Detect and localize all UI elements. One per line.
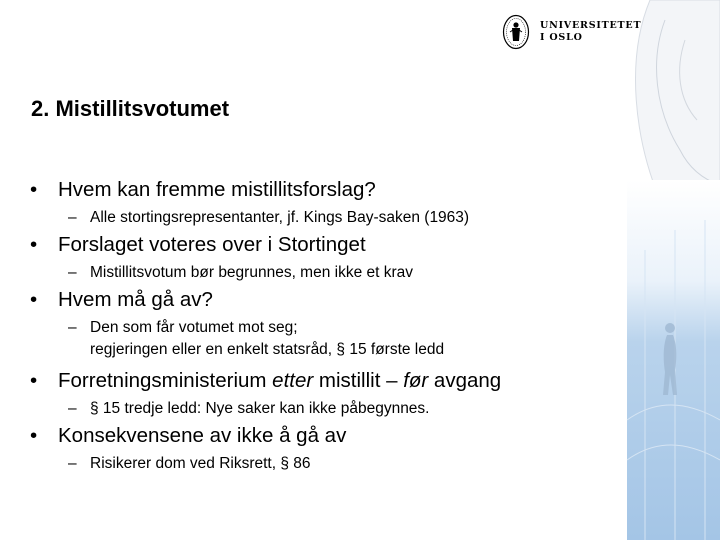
university-seal-icon	[502, 14, 530, 50]
dash-icon: –	[68, 319, 77, 336]
bullet-icon: •	[30, 424, 38, 447]
decorative-side-artwork	[605, 0, 720, 540]
sub-bullet-text: Risikerer dom ved Riksrett, § 86	[90, 455, 311, 472]
bullet-item	[30, 288, 213, 312]
university-logo	[502, 13, 641, 51]
dash-icon: –	[68, 209, 77, 226]
emphasis-text: etter	[272, 369, 314, 392]
bullet-text: Hvem kan fremme mistillitsforslag?	[58, 178, 376, 201]
bullet-text: Forslaget voteres over i Stortinget	[58, 233, 366, 256]
logo-line-1: UNIVERSITETET	[540, 20, 642, 31]
sub-bullet-text: Mistillitsvotum bør begrunnes, men ikke et krav	[90, 264, 414, 281]
text-part: avgang	[428, 369, 502, 392]
text-part: Forretningsministerium	[58, 369, 273, 392]
bullet-text: Hvem må gå av?	[58, 288, 213, 311]
dash-icon: –	[68, 400, 77, 417]
slide-title: 2. Mistillitsvotumet	[31, 96, 230, 121]
sub-bullet-text: Alle stortingsrepresentanter, jf. Kings Bay-saken (1963)	[90, 209, 470, 226]
bullet-item	[30, 424, 346, 448]
logo-line-2: I OSLO	[540, 32, 583, 43]
dash-icon: –	[68, 455, 77, 472]
text-part: mistillit –	[313, 369, 404, 392]
bullet-item	[30, 369, 501, 393]
bullet-icon: •	[30, 233, 38, 256]
sub-bullet-text-continued: regjeringen eller en enkelt statsråd, § 15 første ledd	[90, 341, 445, 358]
bullet-icon: •	[30, 288, 38, 311]
sub-bullet-text: § 15 tredje ledd: Nye saker kan ikke påbegynnes.	[90, 400, 430, 417]
sub-bullet-item	[68, 207, 469, 229]
bullet-text: Konsekvensene av ikke å gå av	[58, 424, 347, 447]
bullet-item	[30, 233, 366, 257]
university-name	[540, 20, 641, 44]
sub-bullet-item	[68, 453, 311, 475]
bullet-text	[58, 369, 501, 392]
dash-icon: –	[68, 264, 77, 281]
sub-bullet-item	[68, 398, 430, 420]
sub-bullet-item	[68, 262, 413, 284]
bullet-icon: •	[30, 178, 38, 201]
bullet-icon: •	[30, 369, 38, 392]
emphasis-text: før	[403, 369, 429, 392]
bullet-item	[30, 178, 376, 202]
sub-bullet-item	[68, 317, 444, 361]
sub-bullet-text: Den som får votumet mot seg;	[90, 319, 298, 336]
